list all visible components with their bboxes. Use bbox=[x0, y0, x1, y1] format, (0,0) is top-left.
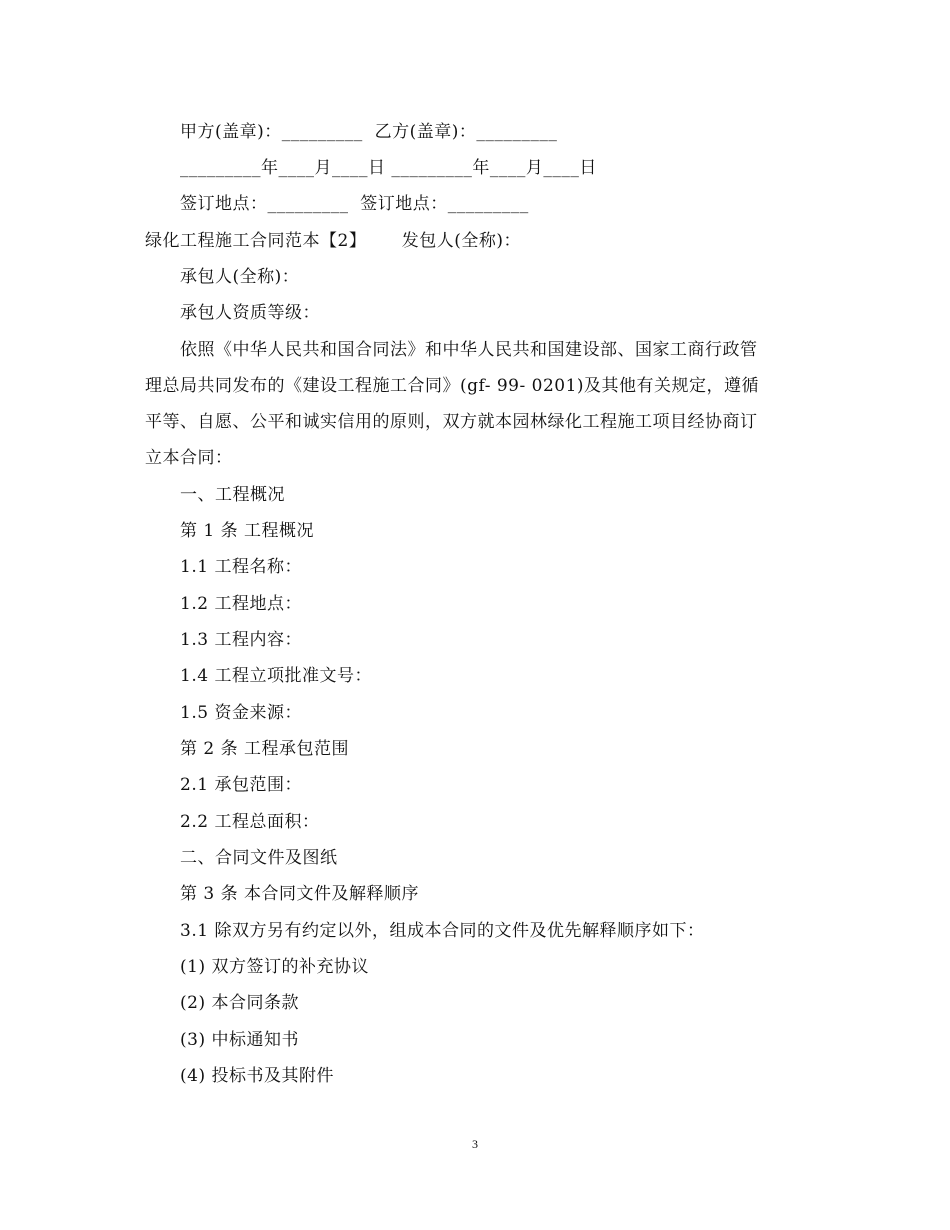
clause-3-1: 3.1 除双方另有约定以外，组成本合同的文件及优先解释顺序如下： bbox=[180, 921, 705, 941]
article-heading-3: 第 3 条 本合同文件及解释顺序 bbox=[180, 884, 420, 904]
preamble-line-4: 立本合同： bbox=[145, 448, 233, 468]
clause-1-5: 1.5 资金来源： bbox=[180, 703, 302, 723]
signature-line-seals: 甲方(盖章)：_________ 乙方(盖章)：_________ bbox=[180, 122, 558, 142]
clause-1-2: 1.2 工程地点： bbox=[180, 594, 302, 614]
signature-line-dates: _________年____月____日 _________年____月____日 bbox=[180, 158, 597, 178]
section-heading-2: 二、合同文件及图纸 bbox=[180, 848, 338, 868]
list-item-3: (3) 中标通知书 bbox=[180, 1030, 299, 1050]
clause-1-1: 1.1 工程名称： bbox=[180, 557, 302, 577]
preamble-line-2: 理总局共同发布的《建设工程施工合同》(gf- 99- 0201)及其他有关规定，遵循 bbox=[145, 376, 760, 396]
clause-1-3: 1.3 工程内容： bbox=[180, 630, 302, 650]
preamble-line-3: 平等、自愿、公平和诚实信用的原则，双方就本园林绿化工程施工项目经协商订 bbox=[145, 412, 758, 432]
article-heading-2: 第 2 条 工程承包范围 bbox=[180, 739, 350, 759]
list-item-4: (4) 投标书及其附件 bbox=[180, 1066, 334, 1086]
clause-1-4: 1.4 工程立项批准文号： bbox=[180, 666, 372, 686]
list-item-2: (2) 本合同条款 bbox=[180, 993, 299, 1013]
contract-title-line: 绿化工程施工合同范本【2】 发包人(全称)： bbox=[145, 231, 522, 251]
page-number: 3 bbox=[472, 1137, 478, 1151]
contractor-qualification-line: 承包人资质等级： bbox=[180, 303, 320, 323]
preamble-line-1: 依照《中华人民共和国合同法》和中华人民共和国建设部、国家工商行政管 bbox=[180, 340, 758, 360]
clause-2-2: 2.2 工程总面积： bbox=[180, 812, 320, 832]
list-item-1: (1) 双方签订的补充协议 bbox=[180, 957, 369, 977]
signature-line-locations: 签订地点：_________ 签订地点：_________ bbox=[180, 194, 529, 214]
clause-2-1: 2.1 承包范围： bbox=[180, 775, 302, 795]
contractor-name-line: 承包人(全称)： bbox=[180, 267, 300, 287]
article-heading-1: 第 1 条 工程概况 bbox=[180, 521, 315, 541]
section-heading-1: 一、工程概况 bbox=[180, 485, 285, 505]
